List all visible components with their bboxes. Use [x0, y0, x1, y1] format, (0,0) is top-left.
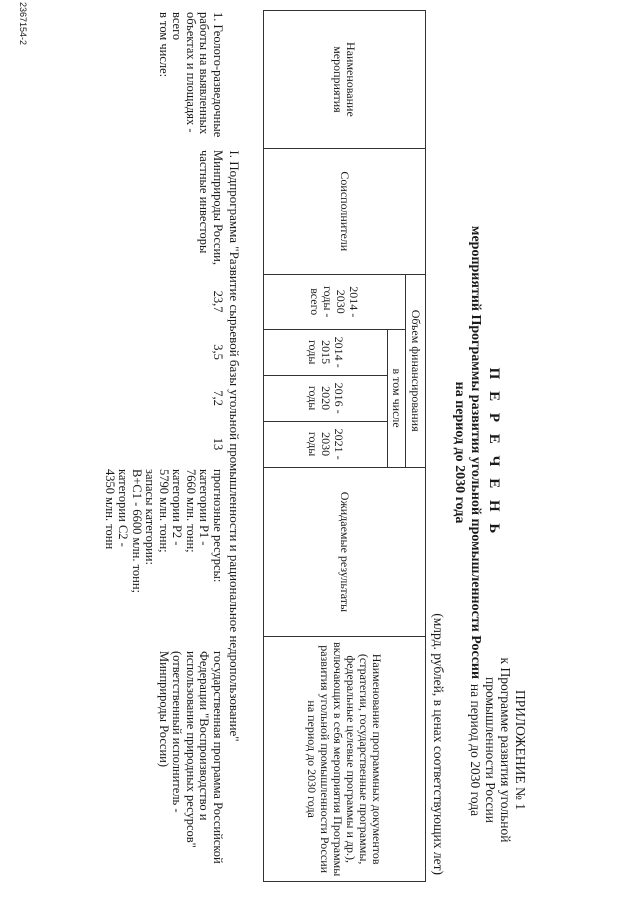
footer-code: 2367154-2	[18, 2, 28, 46]
row-docs: государственная программа Российской Федерации "Воспроизводство и использование природных ресурсов" (ответственный исполнитель - Минприроды России)	[157, 651, 225, 864]
row-name: 1. Геолого-разведочные работы на выявленных объектах и площадях - всего в том числе:	[157, 12, 225, 138]
header-executors: Соисполнители	[264, 148, 426, 274]
header-funding: Объем финансирования	[406, 274, 426, 467]
row-total: 23,7	[211, 290, 225, 313]
annex-line: к Программе развития угольной	[498, 657, 513, 843]
annex-number: ПРИЛОЖЕНИЕ № 1	[513, 689, 528, 811]
document-subtitle	[451, 0, 483, 905]
header-name: Наименование мероприятия	[264, 11, 426, 149]
header-results: Ожидаемые результаты	[264, 467, 426, 637]
section-title: I. Подпрограмма "Развитие сырьевой базы угольной промышленности и рациональное недропользование"	[227, 150, 242, 742]
annex-line: промышленности России	[483, 677, 498, 823]
header-2021: 2021 - 2030 годы	[264, 421, 388, 467]
row-2016: 7,2	[211, 390, 225, 406]
subtitle-line: мероприятий Программы развития угольной промышленности России	[468, 225, 483, 680]
document-title: П Е Р Е Ч Е Н Ь	[486, 367, 502, 538]
header-2016: 2016 - 2020 годы	[264, 375, 388, 421]
header-2014: 2014 - 2015 годы	[264, 329, 388, 375]
table-header	[263, 10, 426, 882]
header-docs: Наименование программных документов (стратегии, государственные программы, федеральные целевые программы и др.), включающих в себя мероприятия Программы развития угольной промышленности России на период до 2030 года	[264, 637, 426, 882]
table-body	[103, 10, 225, 882]
subtitle-line: на период до 2030 года	[452, 381, 467, 524]
row-executors: Минприроды России, частные инвесторы	[197, 150, 225, 265]
units-note: (млрд. рублей, в ценах соответствующих лет)	[431, 613, 446, 875]
header-total: 2014 - 2030 годы - всего	[264, 274, 406, 329]
row-2021: 13	[211, 437, 225, 451]
row-2014: 3,5	[211, 344, 225, 360]
row-results: прогнозные ресурсы: категории P1 - 7660 млн. тонн; категории P2 - 5790 млн. тонн; запасы категории: B+C1 - 6600 млн. тонн; категории C2 - 4350 млн. тонн	[103, 469, 225, 593]
table-row	[103, 10, 225, 882]
header-including: в том числе	[388, 329, 406, 467]
annex-line: на период до 2030 года	[468, 683, 483, 817]
